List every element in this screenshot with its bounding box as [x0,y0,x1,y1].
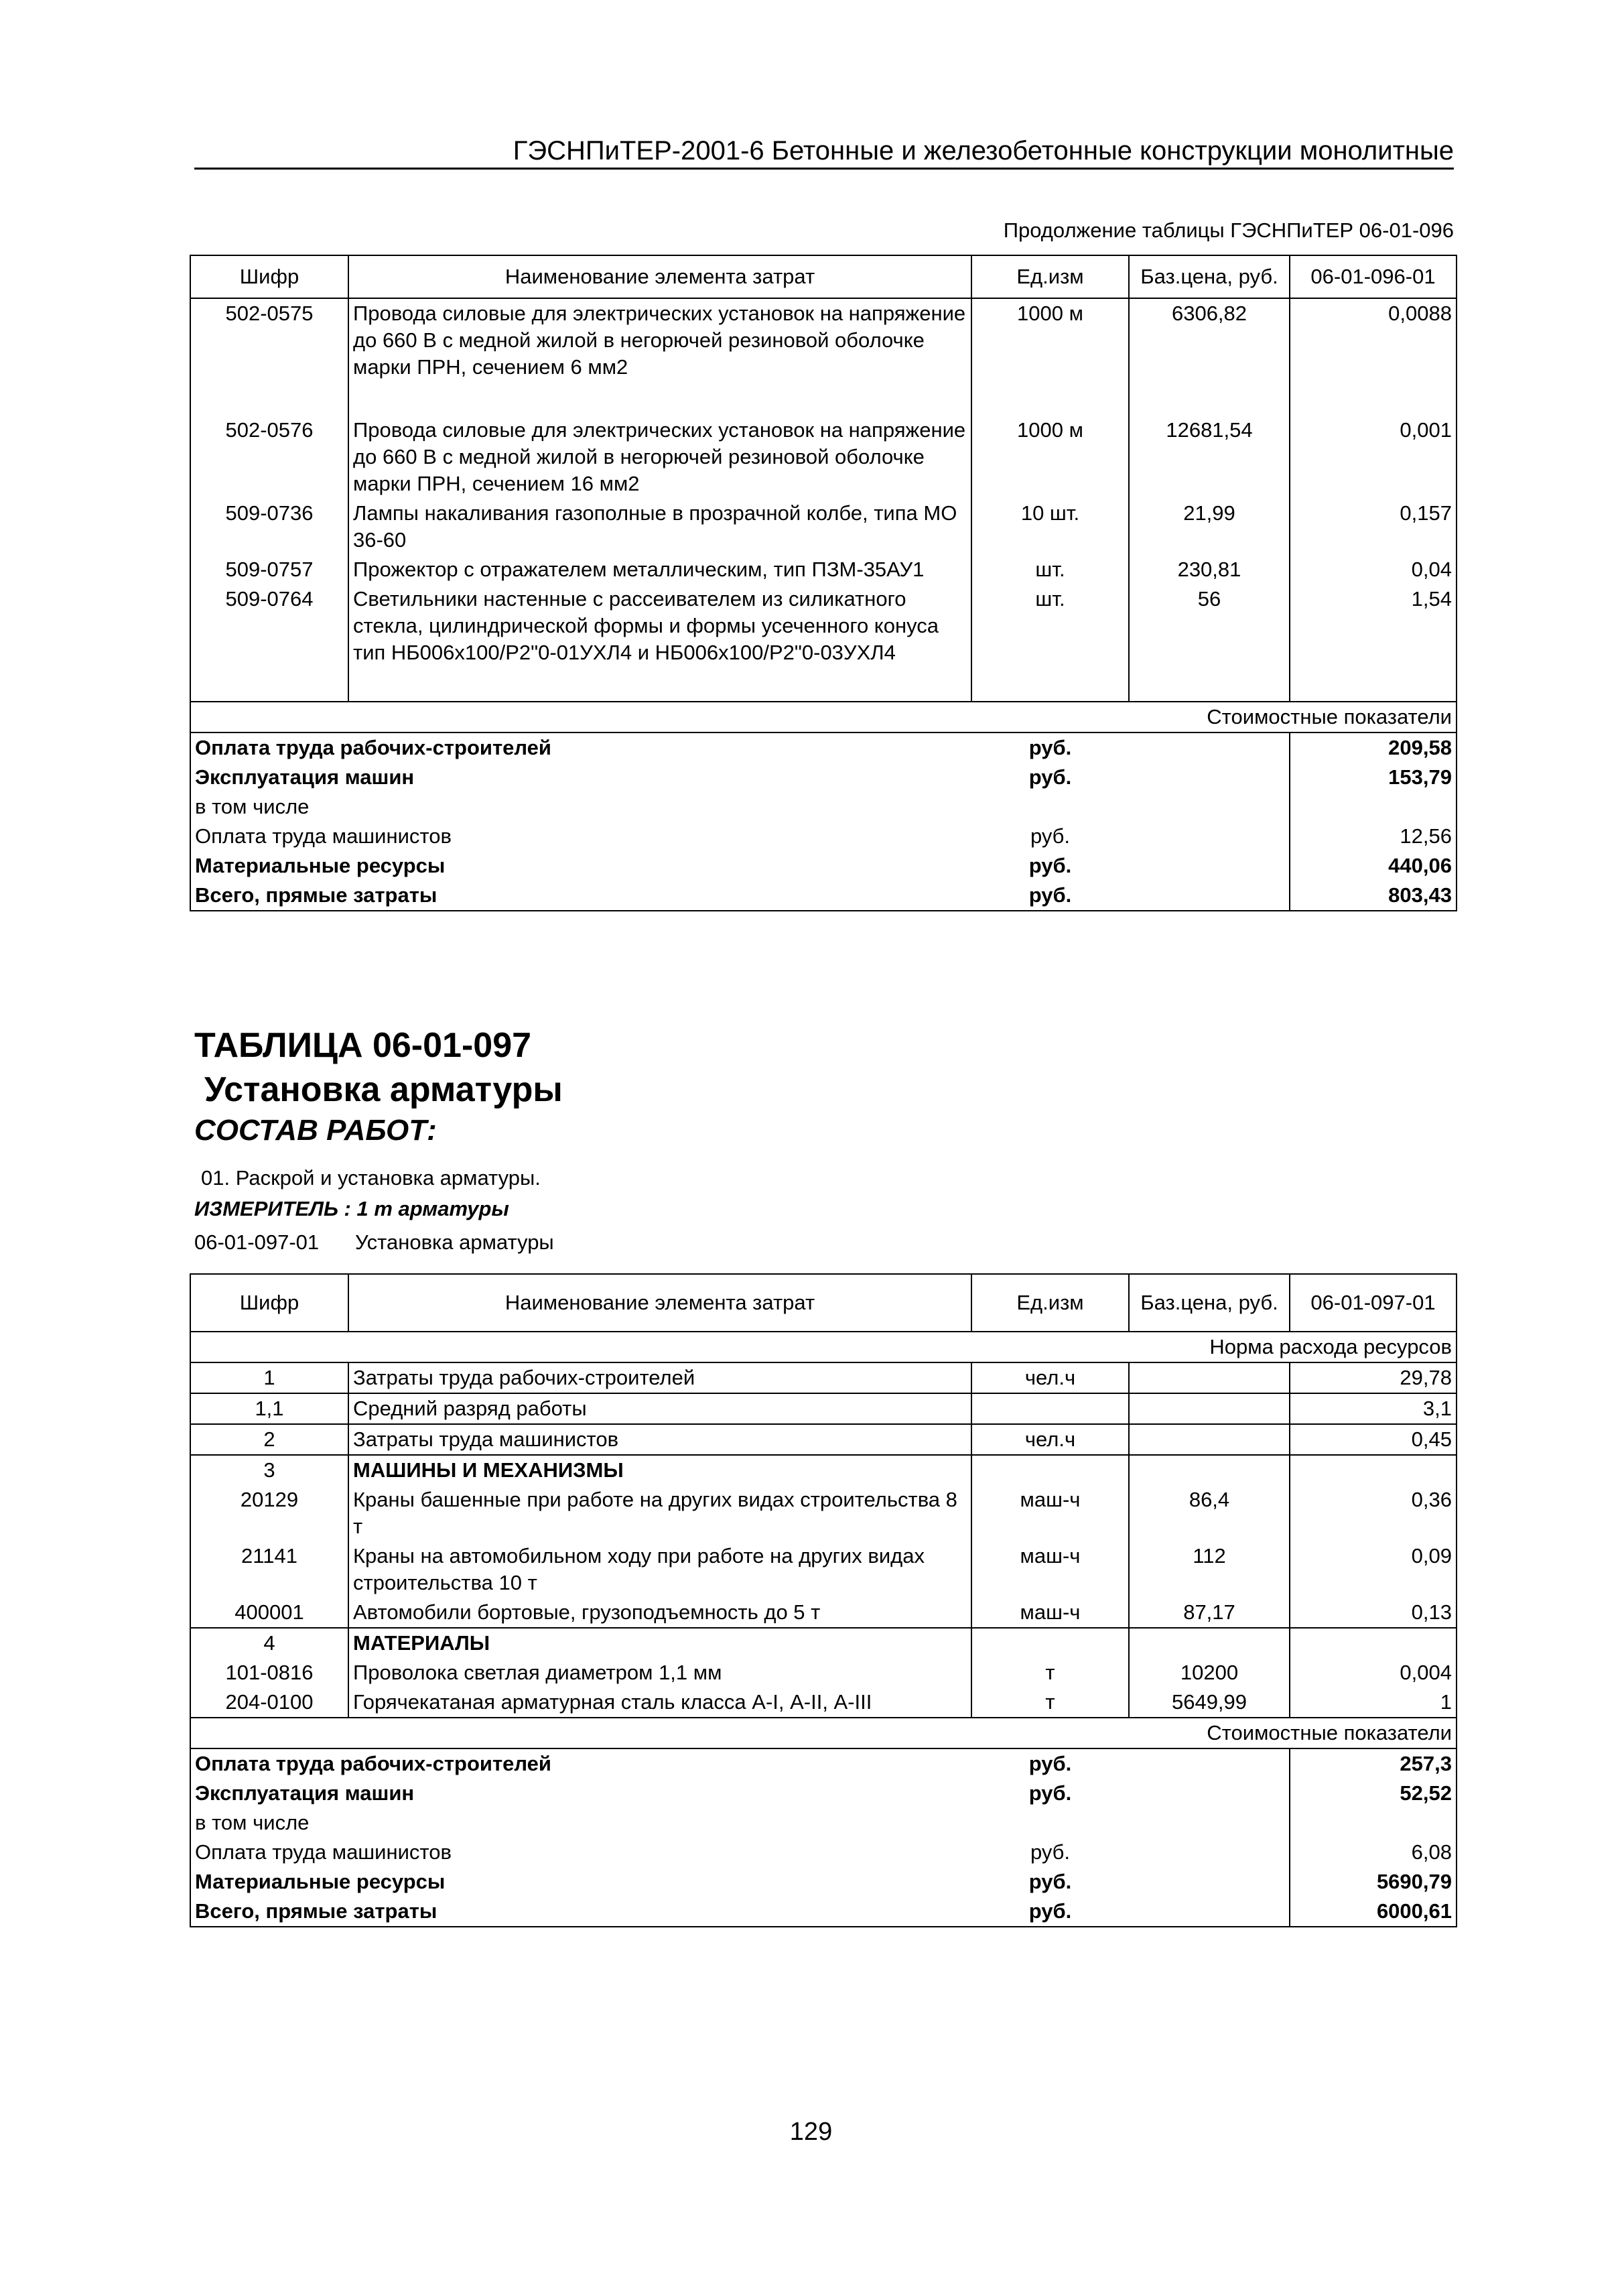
cost-label: Эксплуатация машин [190,763,971,792]
resource-price: 6306,82 [1129,298,1290,416]
resource-value: 0,09 [1290,1541,1457,1598]
resource-price [1129,1362,1290,1393]
cost-label: Всего, прямые затраты [190,881,971,911]
resource-value: 0,0088 [1290,298,1457,416]
cost-label: Материальные ресурсы [190,1867,971,1897]
cost-header-row [190,702,1457,732]
resource-unit [971,1455,1129,1485]
page-number: 129 [789,2118,833,2146]
column-header: 06-01-097-01 [1290,1274,1457,1332]
table-row [190,298,1457,416]
resource-name: Автомобили бортовые, грузоподъемность до 5 т [348,1598,971,1628]
resource-code: 20129 [190,1485,348,1541]
cost-spacer [1129,792,1290,822]
cost-row [190,792,1457,822]
resource-value: 1 [1290,1687,1457,1718]
cost-label: Оплата труда машинистов [190,822,971,851]
column-header: Ед.изм [971,255,1129,298]
measure-unit: ИЗМЕРИТЕЛЬ : 1 т арматуры [194,1197,509,1220]
resource-unit: т [971,1687,1129,1718]
resource-value: 1,54 [1290,584,1457,702]
cost-row [190,1897,1457,1927]
table-row [190,416,1457,499]
table-row [190,584,1457,702]
resource-price: 12681,54 [1129,416,1290,499]
resource-name: Провода силовые для электрических установок на напряжение до 660 В с медной жилой в негорючей резиновой оболочке марки ПРН, сечением 16 мм2 [348,416,971,499]
resource-name: Прожектор с отражателем металлическим, тип ПЗМ-35АУ1 [348,555,971,584]
norm-code: 06-01-097-01 [194,1230,320,1254]
cost-spacer [1129,1838,1290,1867]
cost-row [190,732,1457,763]
table-subtitle: Установка арматуры [204,1070,563,1109]
table-row [190,1393,1457,1424]
resource-price: 21,99 [1129,499,1290,555]
resource-name: Провода силовые для электрических установок на напряжение до 660 В с медной жилой в негорючей резиновой оболочке марки ПРН, сечением 6 мм2 [348,298,971,416]
resource-table-097 [190,1273,1457,1927]
resource-name: Горячекатаная арматурная сталь класса А-I, А-II, А-III [348,1687,971,1718]
resource-code: 4 [190,1628,348,1658]
resource-unit: т [971,1658,1129,1687]
resource-unit: шт. [971,584,1129,702]
cost-header-row [190,1718,1457,1748]
resource-price: 10200 [1129,1658,1290,1687]
resource-unit: маш-ч [971,1485,1129,1541]
cost-row [190,763,1457,792]
resource-unit: маш-ч [971,1541,1129,1598]
resource-code: 21141 [190,1541,348,1598]
cost-header: Стоимостные показатели [190,702,1457,732]
table-title: ТАБЛИЦА 06-01-097 [194,1026,532,1065]
column-header: Наименование элемента затрат [348,255,971,298]
resource-value: 0,45 [1290,1424,1457,1455]
resource-value: 0,04 [1290,555,1457,584]
cost-value: 6000,61 [1290,1897,1457,1927]
cost-label: Всего, прямые затраты [190,1897,971,1927]
column-header: Баз.цена, руб. [1129,255,1290,298]
cost-label: в том числе [190,1808,971,1838]
resource-code: 3 [190,1455,348,1485]
resource-name: Светильники настенные с рассеивателем из силикатного стекла, цилиндрической формы и формы усеченного конуса тип НБ006х100/Р2"0-01УХЛ4 и НБ006х100/Р2"0-03УХЛ4 [348,584,971,702]
cost-spacer [1129,822,1290,851]
column-header: Шифр [190,1274,348,1332]
cost-label: Оплата труда рабочих-строителей [190,732,971,763]
table-row [190,1541,1457,1598]
cost-row [190,1838,1457,1867]
resource-value [1290,1455,1457,1485]
cost-value: 153,79 [1290,763,1457,792]
cost-unit: руб. [1030,824,1071,848]
cost-spacer [1129,851,1290,881]
resource-price: 5649,99 [1129,1687,1290,1718]
cost-value: 6,08 [1290,1838,1457,1867]
norm-code-name: Установка арматуры [355,1230,554,1254]
resource-value: 0,36 [1290,1485,1457,1541]
resource-value: 3,1 [1290,1393,1457,1424]
cost-label: Материальные ресурсы [190,851,971,881]
resource-value: 0,001 [1290,416,1457,499]
resource-value: 0,157 [1290,499,1457,555]
resource-unit: чел.ч [971,1424,1129,1455]
resource-name: Лампы накаливания газополные в прозрачной колбе, типа МО 36-60 [348,499,971,555]
cost-unit: руб. [971,881,1129,911]
cost-header: Стоимостные показатели [190,1718,1457,1748]
table-row [190,1455,1457,1485]
table-row [190,1658,1457,1687]
resource-code: 509-0764 [190,584,348,702]
resource-unit: чел.ч [971,1362,1129,1393]
resource-code: 101-0816 [190,1658,348,1687]
cost-unit: руб. [971,1897,1129,1927]
cost-value: 803,43 [1290,881,1457,911]
resource-price: 56 [1129,584,1290,702]
table-row [190,1424,1457,1455]
column-header: Баз.цена, руб. [1129,1274,1290,1332]
cost-spacer [1129,1748,1290,1779]
cost-unit: руб. [1028,854,1072,877]
table-header-row [190,1274,1457,1332]
cost-value: 440,06 [1290,851,1457,881]
table-row [190,1687,1457,1718]
resource-price: 87,17 [1129,1598,1290,1628]
resource-unit: 10 шт. [971,499,1129,555]
cost-row [190,1779,1457,1808]
cost-row [190,1748,1457,1779]
resource-name: Средний разряд работы [348,1393,971,1424]
cost-value [1290,1808,1457,1838]
resource-unit: маш-ч [971,1598,1129,1628]
column-header: 06-01-096-01 [1290,255,1457,298]
resource-code: 502-0575 [190,298,348,416]
resource-code: 509-0757 [190,555,348,584]
cost-spacer [1129,1779,1290,1808]
table-header-row [190,255,1457,298]
table-row [190,555,1457,584]
column-header: Наименование элемента затрат [348,1274,971,1332]
resource-table-096 [190,255,1457,911]
resource-price: 86,4 [1129,1485,1290,1541]
table-row [190,1485,1457,1541]
cost-label: в том числе [190,792,971,822]
resource-price [1129,1424,1290,1455]
resource-unit: шт. [971,555,1129,584]
resource-name: МАТЕРИАЛЫ [348,1628,971,1658]
column-header: Шифр [190,255,348,298]
cost-spacer [1129,763,1290,792]
resource-value [1290,1628,1457,1658]
resource-price [1129,1393,1290,1424]
resource-price [1129,1455,1290,1485]
cost-unit: руб. [1028,736,1072,759]
resource-value: 0,004 [1290,1658,1457,1687]
cost-value: 12,56 [1290,822,1457,851]
resource-unit: 1000 м [971,298,1129,416]
table-continuation-caption: Продолжение таблицы ГЭСНПиТЕР 06-01-096 [1003,218,1454,242]
resource-code: 502-0576 [190,416,348,499]
cost-spacer [1129,1897,1290,1927]
resource-code: 1,1 [190,1393,348,1424]
resource-code: 1 [190,1362,348,1393]
resource-unit [971,1393,1129,1424]
resource-name: Затраты труда машинистов [348,1424,971,1455]
resource-value: 29,78 [1290,1362,1457,1393]
resource-price: 230,81 [1129,555,1290,584]
work-composition-heading: СОСТАВ РАБОТ: [194,1114,437,1147]
norm-header: Норма расхода ресурсов [190,1332,1457,1362]
cost-label: Оплата труда рабочих-строителей [190,1748,971,1779]
resource-unit: 1000 м [971,416,1129,499]
resource-unit [971,1628,1129,1658]
running-header: ГЭСНПиТЕР-2001-6 Бетонные и железобетонные конструкции монолитные [194,134,1454,170]
cost-value: 257,3 [1290,1748,1457,1779]
norm-code-line [194,1230,554,1255]
resource-name: МАШИНЫ И МЕХАНИЗМЫ [348,1455,971,1485]
cost-unit: руб. [1028,1870,1072,1893]
resource-price: 112 [1129,1541,1290,1598]
resource-name: Краны на автомобильном ходу при работе на других видах строительства 10 т [348,1541,971,1598]
table-row [190,1628,1457,1658]
cost-value: 5690,79 [1290,1867,1457,1897]
cost-value: 52,52 [1290,1779,1457,1808]
cost-row [190,1867,1457,1897]
cost-row [190,881,1457,911]
resource-code: 2 [190,1424,348,1455]
cost-spacer [1129,881,1290,911]
cost-spacer [1129,1808,1290,1838]
table-row [190,1362,1457,1393]
resource-name: Краны башенные при работе на других видах строительства 8 т [348,1485,971,1541]
resource-value: 0,13 [1290,1598,1457,1628]
resource-code: 509-0736 [190,499,348,555]
cost-value: 209,58 [1290,732,1457,763]
resource-code: 204-0100 [190,1687,348,1718]
resource-code: 400001 [190,1598,348,1628]
cost-row [190,822,1457,851]
cost-spacer [1129,732,1290,763]
norm-header-row [190,1332,1457,1362]
cost-row [190,1808,1457,1838]
cost-label: Эксплуатация машин [190,1779,971,1808]
work-item: 01. Раскрой и установка арматуры. [201,1166,541,1190]
resource-name: Затраты труда рабочих-строителей [348,1362,971,1393]
resource-price [1129,1628,1290,1658]
cost-unit: руб. [1028,765,1072,789]
column-header: Ед.изм [971,1274,1129,1332]
cost-row [190,851,1457,881]
cost-label: Оплата труда машинистов [190,1838,971,1867]
cost-unit: руб. [1028,1752,1072,1775]
cost-value [1290,792,1457,822]
cost-unit [971,792,1129,822]
table-row [190,1598,1457,1628]
cost-unit [971,1808,1129,1838]
resource-name: Проволока светлая диаметром 1,1 мм [348,1658,971,1687]
cost-unit: руб. [1030,1840,1071,1864]
cost-spacer [1129,1867,1290,1897]
cost-unit: руб. [1028,1781,1072,1805]
table-row [190,499,1457,555]
